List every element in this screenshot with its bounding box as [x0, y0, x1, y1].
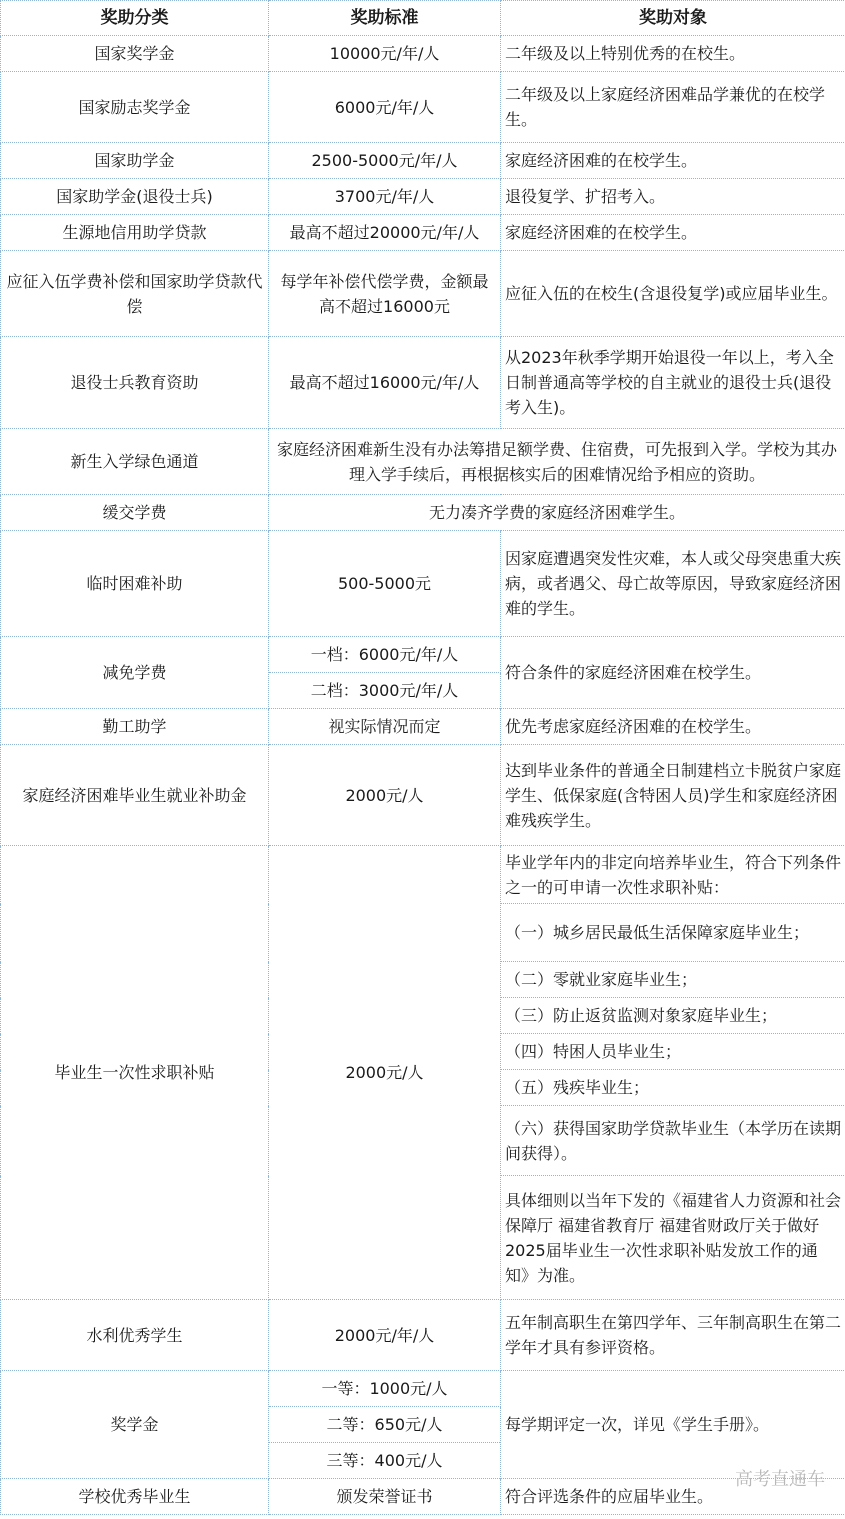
standard-cell: 三等：400元/人 — [269, 1443, 501, 1479]
table-row — [1, 1300, 845, 1371]
target-cell: 应征入伍的在校生(含退役复学)或应届毕业生。 — [501, 251, 845, 337]
table-row — [1, 1479, 845, 1515]
target-cell: 符合评选条件的应届毕业生。 — [501, 1479, 845, 1515]
table-row — [1, 251, 845, 337]
standard-cell: 颁发荣誉证书 — [269, 1479, 501, 1515]
standard-cell: 10000元/年/人 — [269, 36, 501, 72]
target-cell: 五年制高职生在第四学年、三年制高职生在第二学年才具有参评资格。 — [501, 1300, 845, 1371]
target-cell: 退役复学、扩招考入。 — [501, 179, 845, 215]
header-category: 奖助分类 — [1, 1, 269, 36]
category-cell: 国家励志奖学金 — [1, 72, 269, 143]
standard-cell: 500-5000元 — [269, 531, 501, 637]
standard-cell: 二等：650元/人 — [269, 1407, 501, 1443]
table-row — [1, 495, 845, 531]
table-row — [1, 531, 845, 637]
table-row — [1, 846, 845, 904]
target-cell: 优先考虑家庭经济困难的在校学生。 — [501, 709, 845, 745]
target-cell: 二年级及以上特别优秀的在校生。 — [501, 36, 845, 72]
category-cell: 国家助学金 — [1, 143, 269, 179]
condition-item: （四）特困人员毕业生； — [501, 1034, 845, 1070]
table-row — [1, 215, 845, 251]
standard-cell: 最高不超过16000元/年/人 — [269, 337, 501, 429]
category-cell: 奖学金 — [1, 1371, 269, 1479]
category-cell: 学校优秀毕业生 — [1, 1479, 269, 1515]
category-cell: 水利优秀学生 — [1, 1300, 269, 1371]
table-row — [1, 429, 845, 495]
condition-item: （二）零就业家庭毕业生； — [501, 962, 845, 998]
category-cell: 临时困难补助 — [1, 531, 269, 637]
target-cell: 家庭经济困难的在校学生。 — [501, 143, 845, 179]
standard-cell: 3700元/年/人 — [269, 179, 501, 215]
standard-cell: 2000元/年/人 — [269, 1300, 501, 1371]
table-row — [1, 179, 845, 215]
header-target: 奖助对象 — [501, 1, 845, 36]
target-cell: 毕业学年内的非定向培养毕业生，符合下列条件之一的可申请一次性求职补贴： — [501, 846, 845, 904]
target-cell: 因家庭遭遇突发性灾难，本人或父母突患重大疾病，或者遇父、母亡故等原因，导致家庭经济困难的学生。 — [501, 531, 845, 637]
condition-item: （六）获得国家助学贷款毕业生（本学历在读期间获得）。 — [501, 1106, 845, 1176]
condition-item: （一）城乡居民最低生活保障家庭毕业生； — [501, 904, 845, 962]
category-cell: 生源地信用助学贷款 — [1, 215, 269, 251]
table-row — [1, 72, 845, 143]
standard-cell: 一档：6000元/年/人 — [269, 637, 501, 673]
condition-item: （五）残疾毕业生； — [501, 1070, 845, 1106]
table-row — [1, 745, 845, 846]
category-cell: 勤工助学 — [1, 709, 269, 745]
standard-cell: 一等：1000元/人 — [269, 1371, 501, 1407]
category-cell: 退役士兵教育资助 — [1, 337, 269, 429]
category-cell: 新生入学绿色通道 — [1, 429, 269, 495]
standard-cell: 二档：3000元/年/人 — [269, 673, 501, 709]
standard-cell: 2000元/人 — [269, 846, 501, 1300]
standard-cell: 最高不超过20000元/年/人 — [269, 215, 501, 251]
standard-cell: 视实际情况而定 — [269, 709, 501, 745]
category-cell: 毕业生一次性求职补贴 — [1, 846, 269, 1300]
target-cell: 符合条件的家庭经济困难在校学生。 — [501, 637, 845, 709]
target-note: 具体细则以当年下发的《福建省人力资源和社会保障厅 福建省教育厅 福建省财政厅关于做好2025届毕业生一次性求职补贴发放工作的通知》为准。 — [501, 1176, 845, 1300]
category-cell: 应征入伍学费补偿和国家助学贷款代偿 — [1, 251, 269, 337]
standard-cell: 每学年补偿代偿学费，金额最高不超过16000元 — [269, 251, 501, 337]
category-cell: 国家奖学金 — [1, 36, 269, 72]
watermark: 高考直通车 — [735, 1469, 825, 1490]
target-cell: 二年级及以上家庭经济困难品学兼优的在校学生。 — [501, 72, 845, 143]
standard-cell: 6000元/年/人 — [269, 72, 501, 143]
merged-cell: 家庭经济困难新生没有办法筹措足额学费、住宿费，可先报到入学。学校为其办理入学手续后，再根据核实后的困难情况给予相应的资助。 — [269, 429, 845, 495]
target-cell: 家庭经济困难的在校学生。 — [501, 215, 845, 251]
header-row — [1, 1, 845, 36]
table-row — [1, 637, 845, 673]
table-row — [1, 337, 845, 429]
header-standard: 奖助标准 — [269, 1, 501, 36]
target-cell: 每学期评定一次，详见《学生手册》。 — [501, 1371, 845, 1479]
target-cell: 从2023年秋季学期开始退役一年以上，考入全日制普通高等学校的自主就业的退役士兵(退役考入生)。 — [501, 337, 845, 429]
table-row — [1, 1371, 845, 1407]
category-cell: 减免学费 — [1, 637, 269, 709]
category-cell: 缓交学费 — [1, 495, 269, 531]
table-row — [1, 143, 845, 179]
standard-cell: 2000元/人 — [269, 745, 501, 846]
target-cell: 达到毕业条件的普通全日制建档立卡脱贫户家庭学生、低保家庭(含特困人员)学生和家庭经济困难残疾学生。 — [501, 745, 845, 846]
category-cell: 家庭经济困难毕业生就业补助金 — [1, 745, 269, 846]
standard-cell: 2500-5000元/年/人 — [269, 143, 501, 179]
category-cell: 国家助学金(退役士兵) — [1, 179, 269, 215]
table-row — [1, 709, 845, 745]
condition-item: （三）防止返贫监测对象家庭毕业生； — [501, 998, 845, 1034]
merged-cell: 无力凑齐学费的家庭经济困难学生。 — [269, 495, 845, 531]
table-row — [1, 36, 845, 72]
